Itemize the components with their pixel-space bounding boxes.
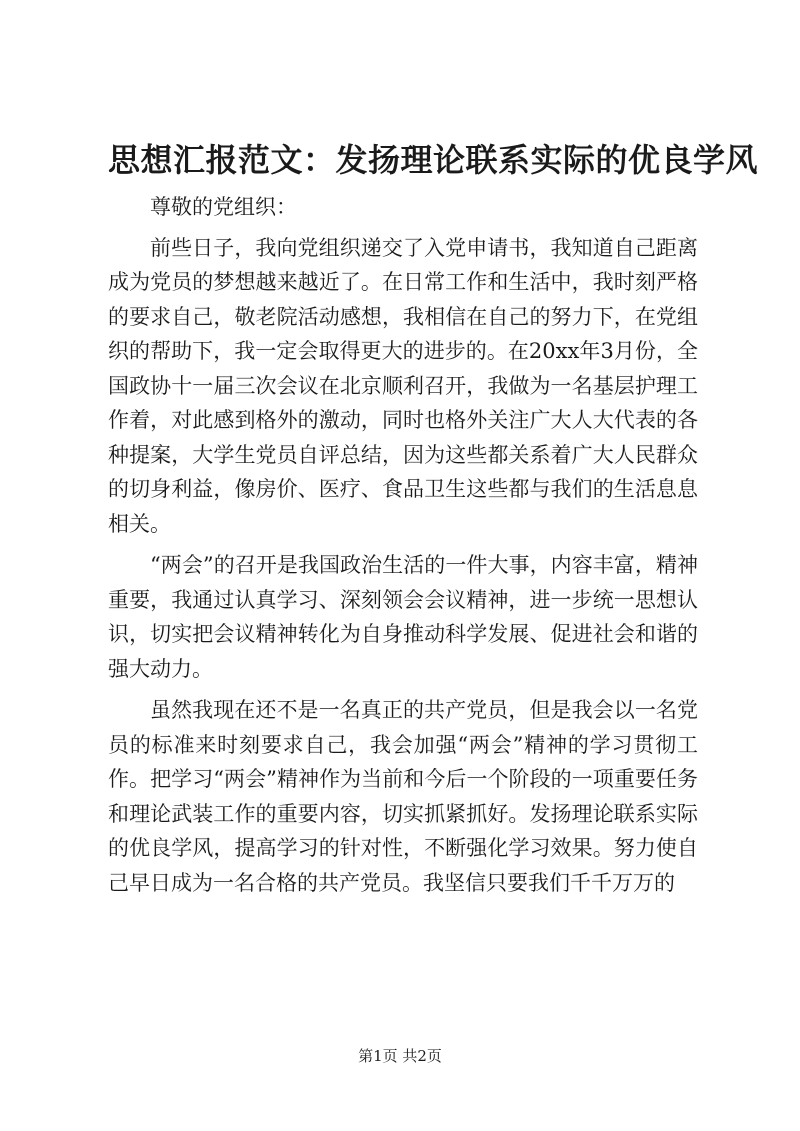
document-title: 思想汇报范文：发扬理论联系实际的优良学风 — [108, 141, 759, 179]
page-footer: 第1页 共2页 — [358, 1047, 442, 1065]
paragraph-3: 虽然我现在还不是一名真正的共产党员，但是我会以一名党员的标准来时刻要求自己，我会加强“两会”精神的学习贯彻工作。把学习“两会”精神作为当前和今后一个阶段的一项重要任务和理论武装工作的重要内容，切实抓紧抓好。发扬理论联系实际的优良学风，提高学习的针对性，不断强化学习效果。努力使自己早日成为一名合格的共产党员。我坚信只要我们千千万万的 — [108, 698, 698, 895]
document-body — [108, 190, 698, 907]
paragraph-1: 前些日子，我向党组织递交了入党申请书，我知道自己距离成为党员的梦想越来越近了。在日常工作和生活中，我时刻严格的要求自己，敬老院活动感想，我相信在自己的努力下，在党组织的帮助下，我一定会取得更大的进步的。在20xx年3月份，全国政协十一届三次会议在北京顺利召开，我做为一名基层护理工作着，对此感到格外的激动，同时也格外关注广大人大代表的各种提案，大学生党员自评总结，因为这些都关系着广大人民群众的切身利益，像房价、医疗、食品卫生这些都与我们的生活息息相关。 — [108, 235, 698, 536]
salutation: 尊敬的党组织： — [150, 195, 297, 219]
paragraph-2: “两会”的召开是我国政治生活的一件大事，内容丰富，精神重要，我通过认真学习、深刻领会会议精神，进一步统一思想认识，切实把会议精神转化为自身推动科学发展、促进社会和谐的强大动力。 — [108, 553, 698, 681]
